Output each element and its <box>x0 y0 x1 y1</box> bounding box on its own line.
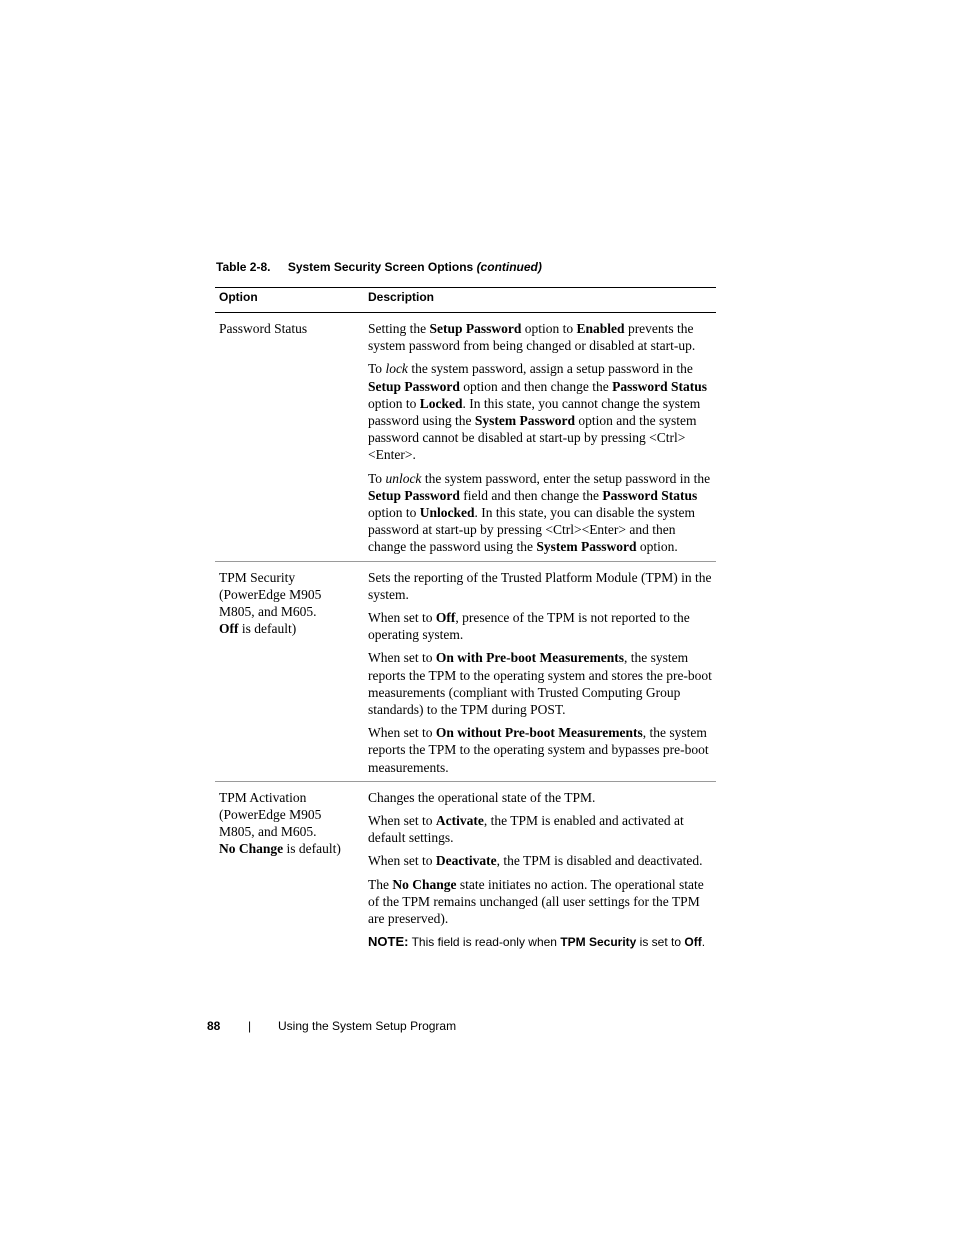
description-paragraph <box>368 609 712 643</box>
text-run: To <box>368 361 386 377</box>
text-run: System Password <box>474 413 575 429</box>
text-run: option and the system password cannot be disabled at start-up by pressing <Ctrl><Enter>. <box>368 413 697 463</box>
text-run: To <box>368 470 386 486</box>
description-paragraph <box>368 876 712 928</box>
text-run: is default) <box>283 841 341 857</box>
text-run: When set to <box>368 610 436 626</box>
table-row <box>215 781 716 956</box>
text-run: Password Status <box>612 378 707 394</box>
description-paragraph <box>368 724 712 776</box>
text-run: Enabled <box>576 321 625 336</box>
text-run: Setup Password <box>368 378 460 394</box>
table-continued: (continued) <box>476 260 542 274</box>
text-run: . In this state, you cannot change the system password using the <box>368 395 701 429</box>
text-run: , the system reports the TPM to the operating system and bypasses pre-boot measurements. <box>368 725 709 775</box>
description-paragraph <box>368 812 712 846</box>
description-paragraph <box>368 569 712 603</box>
text-run: Unlocked <box>419 505 475 521</box>
option-cell <box>215 561 364 781</box>
table-caption <box>216 260 542 274</box>
text-run: Off <box>435 610 456 626</box>
text-run: TPM Security <box>560 935 637 950</box>
text-run: Activate <box>435 813 484 829</box>
text-run: unlock <box>385 470 422 486</box>
text-run: The <box>368 876 393 892</box>
text-run: Changes the operational state of the TPM. <box>368 789 596 805</box>
text-run: Off <box>684 935 702 950</box>
page-footer <box>207 1019 457 1033</box>
text-run: the system password, enter the setup password in the <box>421 470 711 486</box>
description-paragraph <box>368 360 712 463</box>
text-run: option. <box>636 539 678 555</box>
option-default <box>219 620 360 637</box>
options-table <box>215 287 716 956</box>
table-row <box>215 313 716 562</box>
text-run: When set to <box>368 650 436 666</box>
text-run: is default) <box>238 621 297 637</box>
text-run: When set to <box>368 853 436 869</box>
text-run: On with Pre-boot Measurements <box>435 650 624 666</box>
footer-section-title: Using the System Setup Program <box>278 1019 457 1033</box>
description-paragraph <box>368 649 712 718</box>
option-cell <box>215 781 364 956</box>
text-run: . In this state, you can disable the system password at start-up by pressing <Ctrl><Enter> and then change the password using the <box>368 505 695 555</box>
text-run: Deactivate <box>435 853 497 869</box>
table-body <box>215 313 716 957</box>
text-run: No Change <box>219 841 284 857</box>
option-cell <box>215 313 364 562</box>
text-run: prevents the system password from being changed or disabled at start-up. <box>368 321 696 354</box>
text-run: Sets the reporting of the Trusted Platform Module (TPM) in the system. <box>368 569 712 602</box>
text-run: , the system reports the TPM to the operating system and stores the pre-boot measurements (compliant with Trusted Computing Group standards) to the TPM during POST. <box>368 650 712 718</box>
text-run: Setting the <box>368 321 430 336</box>
header-description: Description <box>364 288 716 313</box>
text-run: Off <box>219 621 239 637</box>
text-run: lock <box>385 361 408 377</box>
text-run: the system password, assign a setup password in the <box>407 361 693 377</box>
text-run: option and then change the <box>459 378 613 394</box>
table-header-row <box>215 288 716 313</box>
option-name-line: (PowerEdge M905 <box>219 807 322 823</box>
text-run: , presence of the TPM is not reported to the operating system. <box>368 610 690 643</box>
text-run: state initiates no action. The operational state of the TPM remains unchanged (all user settings for the TPM are preserved). <box>368 876 704 927</box>
text-run: Setup Password <box>429 321 522 336</box>
option-name-line: TPM Activation <box>219 789 307 805</box>
description-paragraph <box>368 470 712 556</box>
text-run: , the TPM is enabled and activated at default settings. <box>368 813 684 846</box>
text-run: is set to <box>636 935 685 950</box>
text-run: System Password <box>536 539 637 555</box>
description-cell <box>364 781 716 956</box>
text-run: option to <box>368 505 420 521</box>
description-paragraph <box>368 852 712 869</box>
table-number: Table 2-8. <box>216 260 271 274</box>
text-run: When set to <box>368 725 436 741</box>
option-name-line: M805, and M605. <box>219 824 317 840</box>
option-name-line: TPM Security <box>219 569 296 585</box>
text-run: No Change <box>392 876 457 892</box>
note-label: NOTE: <box>368 934 409 950</box>
header-option: Option <box>215 288 364 313</box>
text-run: option to <box>368 395 420 411</box>
table-title: System Security Screen Options <box>287 260 474 274</box>
option-default <box>219 840 360 857</box>
text-run: This field is read-only when <box>408 935 561 950</box>
description-cell <box>364 313 716 562</box>
page-number: 88 <box>207 1019 221 1033</box>
text-run: field and then change the <box>459 487 603 503</box>
table-row <box>215 561 716 781</box>
description-paragraph <box>368 320 712 354</box>
option-name-line: (PowerEdge M905 <box>219 586 322 602</box>
text-run: . <box>701 935 706 950</box>
footer-separator: | <box>248 1019 252 1033</box>
note <box>368 933 712 951</box>
text-run: On without Pre-boot Measurements <box>435 725 643 741</box>
text-run: When set to <box>368 813 436 829</box>
option-name-line: Password Status <box>219 321 308 336</box>
text-run: Password Status <box>602 487 698 503</box>
text-run: , the TPM is disabled and deactivated. <box>496 853 703 869</box>
text-run: Locked <box>419 395 463 411</box>
text-run: Setup Password <box>368 487 460 503</box>
option-name-line: M805, and M605. <box>219 604 317 620</box>
text-run: option to <box>521 321 577 336</box>
description-cell <box>364 561 716 781</box>
description-paragraph <box>368 789 712 806</box>
